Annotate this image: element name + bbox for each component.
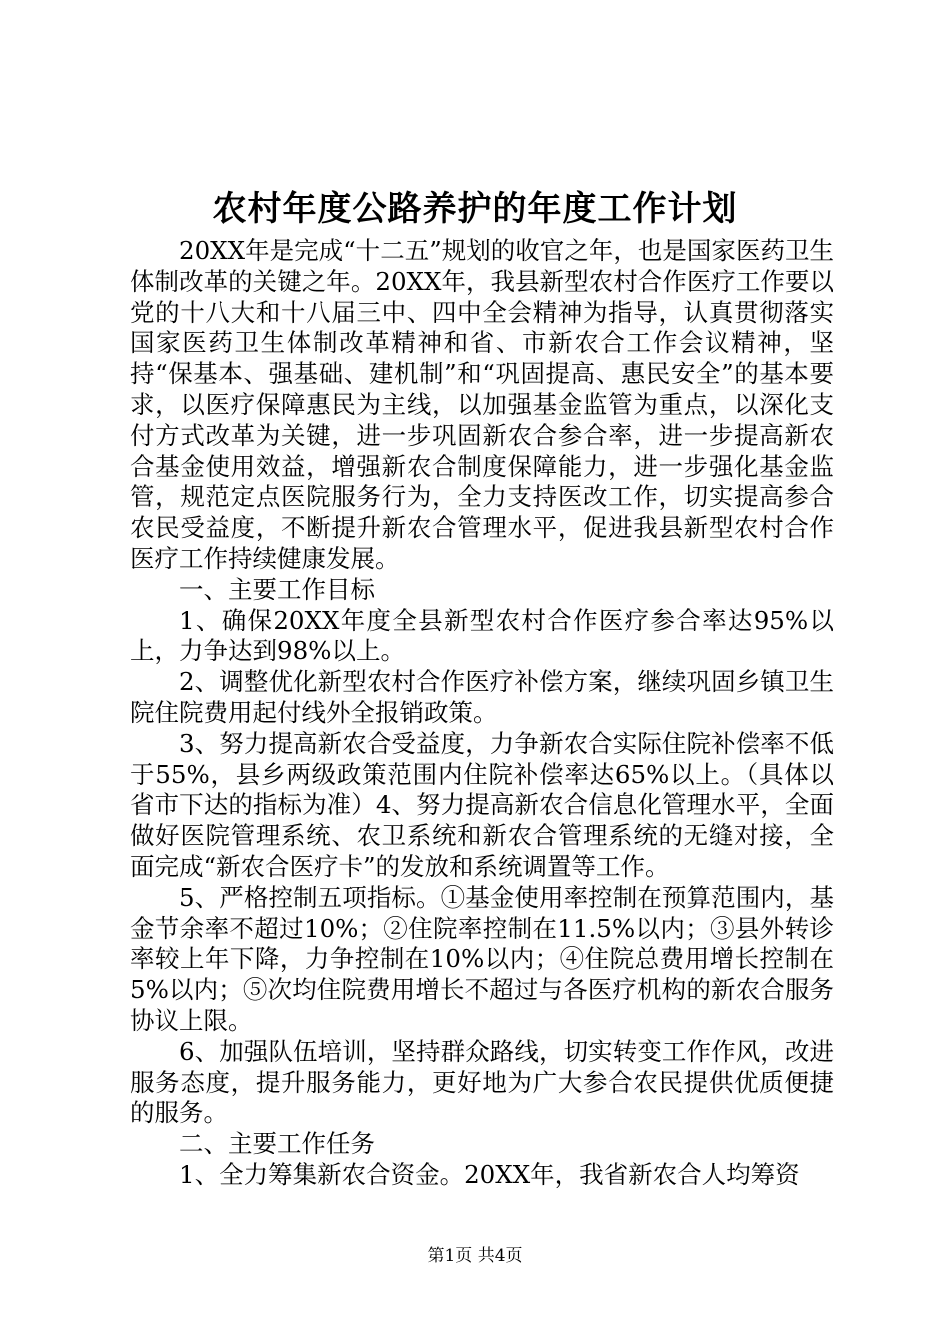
section-heading-tasks: 二、主要工作任务 — [179, 1129, 375, 1159]
paragraph-intro: 20XX年是完成“十二五”规划的收官之年，也是国家医药卫生体制改革的关键之年。20XX年，我县新型农村合作医疗工作要以党的十八大和十八届三中、四中全会精神为指导，认真贯彻落实国家医药卫生体制改革精神和省、市新农合工作会议精神，坚持“保基本、强基础、建机制”和“巩固提高、惠民安全”的基本要求，以医疗保障惠民为主线，以加强基金监管为重点，以深化支付方式改革为关键，进一步巩固新农合参合率，进一步提高新农合基金使用效益，增强新农合制度保障能力，进一步强化基金监管，规范定点医院服务行为，全力支持医改工作，切实提高参合农民受益度，不断提升新农合管理水平，促进我县新型农村合作医疗工作持续健康发展。 — [130, 236, 834, 573]
paragraph-goal-6: 6、加强队伍培训，坚持群众路线，切实转变工作作风，改进服务态度，提升服务能力，更好地为广大参合农民提供优质便捷的服务。 — [130, 1036, 834, 1128]
section-heading-goals: 一、主要工作目标 — [179, 574, 375, 604]
paragraph-goal-3-4: 3、努力提高新农合受益度，力争新农合实际住院补偿率不低于55%，县乡两级政策范围内住院补偿率达65%以上。（具体以省市下达的指标为准）4、努力提高新农合信息化管理水平，全面做好医院管理系统、农卫系统和新农合管理系统的无缝对接，全面完成“新农合医疗卡”的发放和系统调置等工作。 — [130, 728, 834, 881]
paragraph-task-1: 1、全力筹集新农合资金。20XX年，我省新农合人均筹资 — [179, 1159, 800, 1189]
document-body — [130, 236, 834, 1191]
paragraph-goal-5: 5、严格控制五项指标。①基金使用率控制在预算范围内，基金节余率不超过10%；②住院率控制在11.5%以内；③县外转诊率较上年下降，力争控制在10%以内；④住院总费用增长控制在5%以内；⑤次均住院费用增长不超过与各医疗机构的新农合服务协议上限。 — [130, 882, 834, 1035]
document-title: 农村年度公路养护的年度工作计划 — [212, 189, 738, 229]
page-footer: 第1页 共4页 — [427, 1246, 523, 1266]
paragraph-goal-2: 2、调整优化新型农村合作医疗补偿方案，继续巩固乡镇卫生院住院费用起付线外全报销政策。 — [130, 667, 834, 727]
paragraph-goal-1: 1、确保20XX年度全县新型农村合作医疗参合率达95%以上，力争达到98%以上。 — [130, 605, 834, 666]
